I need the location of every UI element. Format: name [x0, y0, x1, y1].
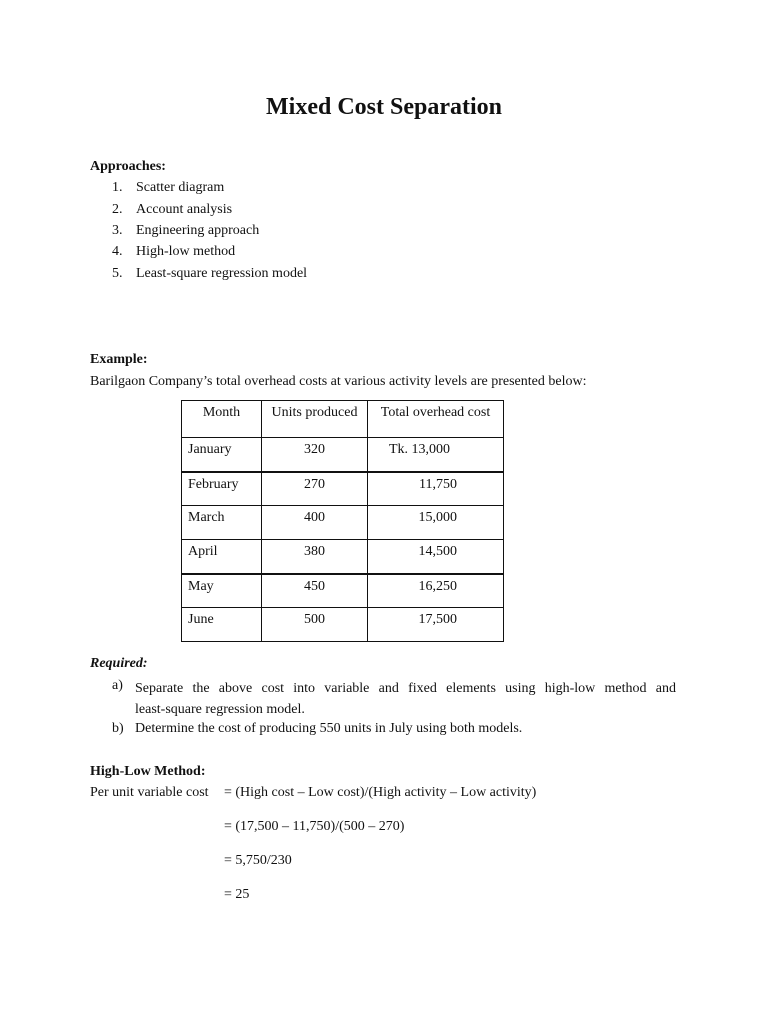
- header-units: Units produced: [262, 401, 368, 438]
- header-month: Month: [182, 401, 262, 438]
- cell-month: February: [182, 472, 262, 506]
- table-row: [182, 506, 504, 540]
- example-heading: Example:: [90, 352, 148, 367]
- cell-cost: 15,000: [368, 506, 504, 540]
- list-item: 2. Account analysis: [112, 202, 233, 217]
- table-header-row: [182, 401, 504, 438]
- requirement-a: [112, 678, 677, 720]
- cell-cost: 17,500: [368, 608, 504, 642]
- cell-month: May: [182, 574, 262, 608]
- required-heading: Required:: [90, 656, 148, 671]
- high-low-heading: High-Low Method:: [90, 764, 206, 779]
- cell-units: 450: [262, 574, 368, 608]
- requirement-a-label: a): [112, 678, 123, 693]
- list-item: 1. Scatter diagram: [112, 180, 225, 195]
- cell-units: 320: [262, 438, 368, 472]
- cell-units: 500: [262, 608, 368, 642]
- example-intro: Barilgaon Company’s total overhead costs at various activity levels are presented below:: [90, 374, 587, 389]
- table-row: [182, 438, 504, 472]
- table-row: [182, 608, 504, 642]
- table-row: [182, 574, 504, 608]
- formula-step: = 25: [224, 887, 250, 902]
- cell-cost: 14,500: [368, 540, 504, 574]
- cell-cost: Tk. 13,000: [368, 438, 504, 472]
- list-item: 4. High-low method: [112, 244, 236, 259]
- variable-cost-label: Per unit variable cost: [90, 785, 209, 800]
- cell-month: March: [182, 506, 262, 540]
- requirement-b: [112, 721, 677, 737]
- approaches-heading: Approaches:: [90, 159, 166, 174]
- cell-month: January: [182, 438, 262, 472]
- requirement-a-line1: Separate the above cost into variable and fixed elements using high-low method and: [135, 681, 676, 696]
- table-row: [182, 540, 504, 574]
- page-title: Mixed Cost Separation: [266, 94, 502, 120]
- cell-month: June: [182, 608, 262, 642]
- requirement-a-line2: least-square regression model.: [135, 702, 305, 717]
- cell-units: 400: [262, 506, 368, 540]
- formula-step: = (High cost – Low cost)/(High activity – Low activity): [224, 785, 537, 800]
- cell-cost: 11,750: [368, 472, 504, 506]
- cell-units: 270: [262, 472, 368, 506]
- list-item: 3. Engineering approach: [112, 223, 260, 238]
- formula-step: = (17,500 – 11,750)/(500 – 270): [224, 819, 405, 834]
- cell-cost: 16,250: [368, 574, 504, 608]
- requirement-b-text: Determine the cost of producing 550 units in July using both models.: [135, 721, 523, 736]
- header-total-cost: Total overhead cost: [368, 401, 504, 438]
- cell-month: April: [182, 540, 262, 574]
- list-item: 5. Least-square regression model: [112, 266, 308, 281]
- overhead-table: [181, 400, 504, 642]
- cell-units: 380: [262, 540, 368, 574]
- requirement-b-label: b): [112, 721, 124, 736]
- table-row: [182, 472, 504, 506]
- formula-step: = 5,750/230: [224, 853, 292, 868]
